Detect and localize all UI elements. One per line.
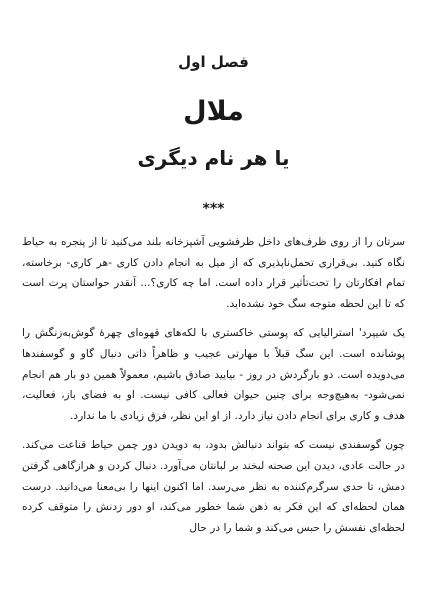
paragraph: چون گوسفندی نیست که بتواند دنبالش بدود، به دویدن دور چمن حیاط قناعت می‌کند. در حالت عادی، دیدن این صحنه لبخند بر لبانتان می‌آورد. دنبال کردن و هرازگاهی گرفتن دمش، تا حدی سرگرم‌کننده به نظر می‌رسد. اما اکنون اینها را بی‌معنا می‌دانید. درست همان لحظه‌ای که این فکر به ذهن شما خطور می‌کند، او دور زدنش را متوقف کرده لحظه‌ای نفسش را حبس می‌کند و شما را در حال [22, 439, 405, 534]
body-text [22, 232, 405, 538]
paragraph: یک شیپرد' استرالیایی که پوستی خاکستری با لکه‌های قهوه‌ای چهرهٔ گوش‌به‌زنگش را پوشانده است. این سگ قبلاً با مهارتی عجیب و ظاهراً ذاتی دنبال گاو و گوسفندها می‌دویده است. دو بارگردش در روز - بیایید صادق باشیم، معمولاً همین دو بار هم انجام نمی‌شود- به‌هیچ‌وجه برای چنین حیوان فعالی کافی نیست. او به فضای باز، فعالیت، هدف و کاری برای انجام دادن نیاز دارد. از او این نظر، فرق زیادی با ما ندارد. [22, 327, 405, 422]
paragraph: سرتان را از روی ظرف‌های داخل ظرفشویی آشپزخانه بلند می‌کنید تا از پنجره به حیاط نگاه کنید. بی‌قراری تحمل‌ناپذیری که از میل به انجام دادن کاری -هر کاری- برخاسته، تمام افکارتان را تحت‌تأثیر قرار داده است. اما چه کاری؟... آنقدر حواستان پرت است که تا این لحظه متوجه سگ خود نشده‌اید. [22, 236, 405, 310]
chapter-label: فصل اول [178, 53, 249, 71]
chapter-title: ملال [183, 96, 244, 127]
section-separator: *** [202, 201, 225, 217]
chapter-subtitle: یا هر نام دیگری [137, 146, 290, 170]
